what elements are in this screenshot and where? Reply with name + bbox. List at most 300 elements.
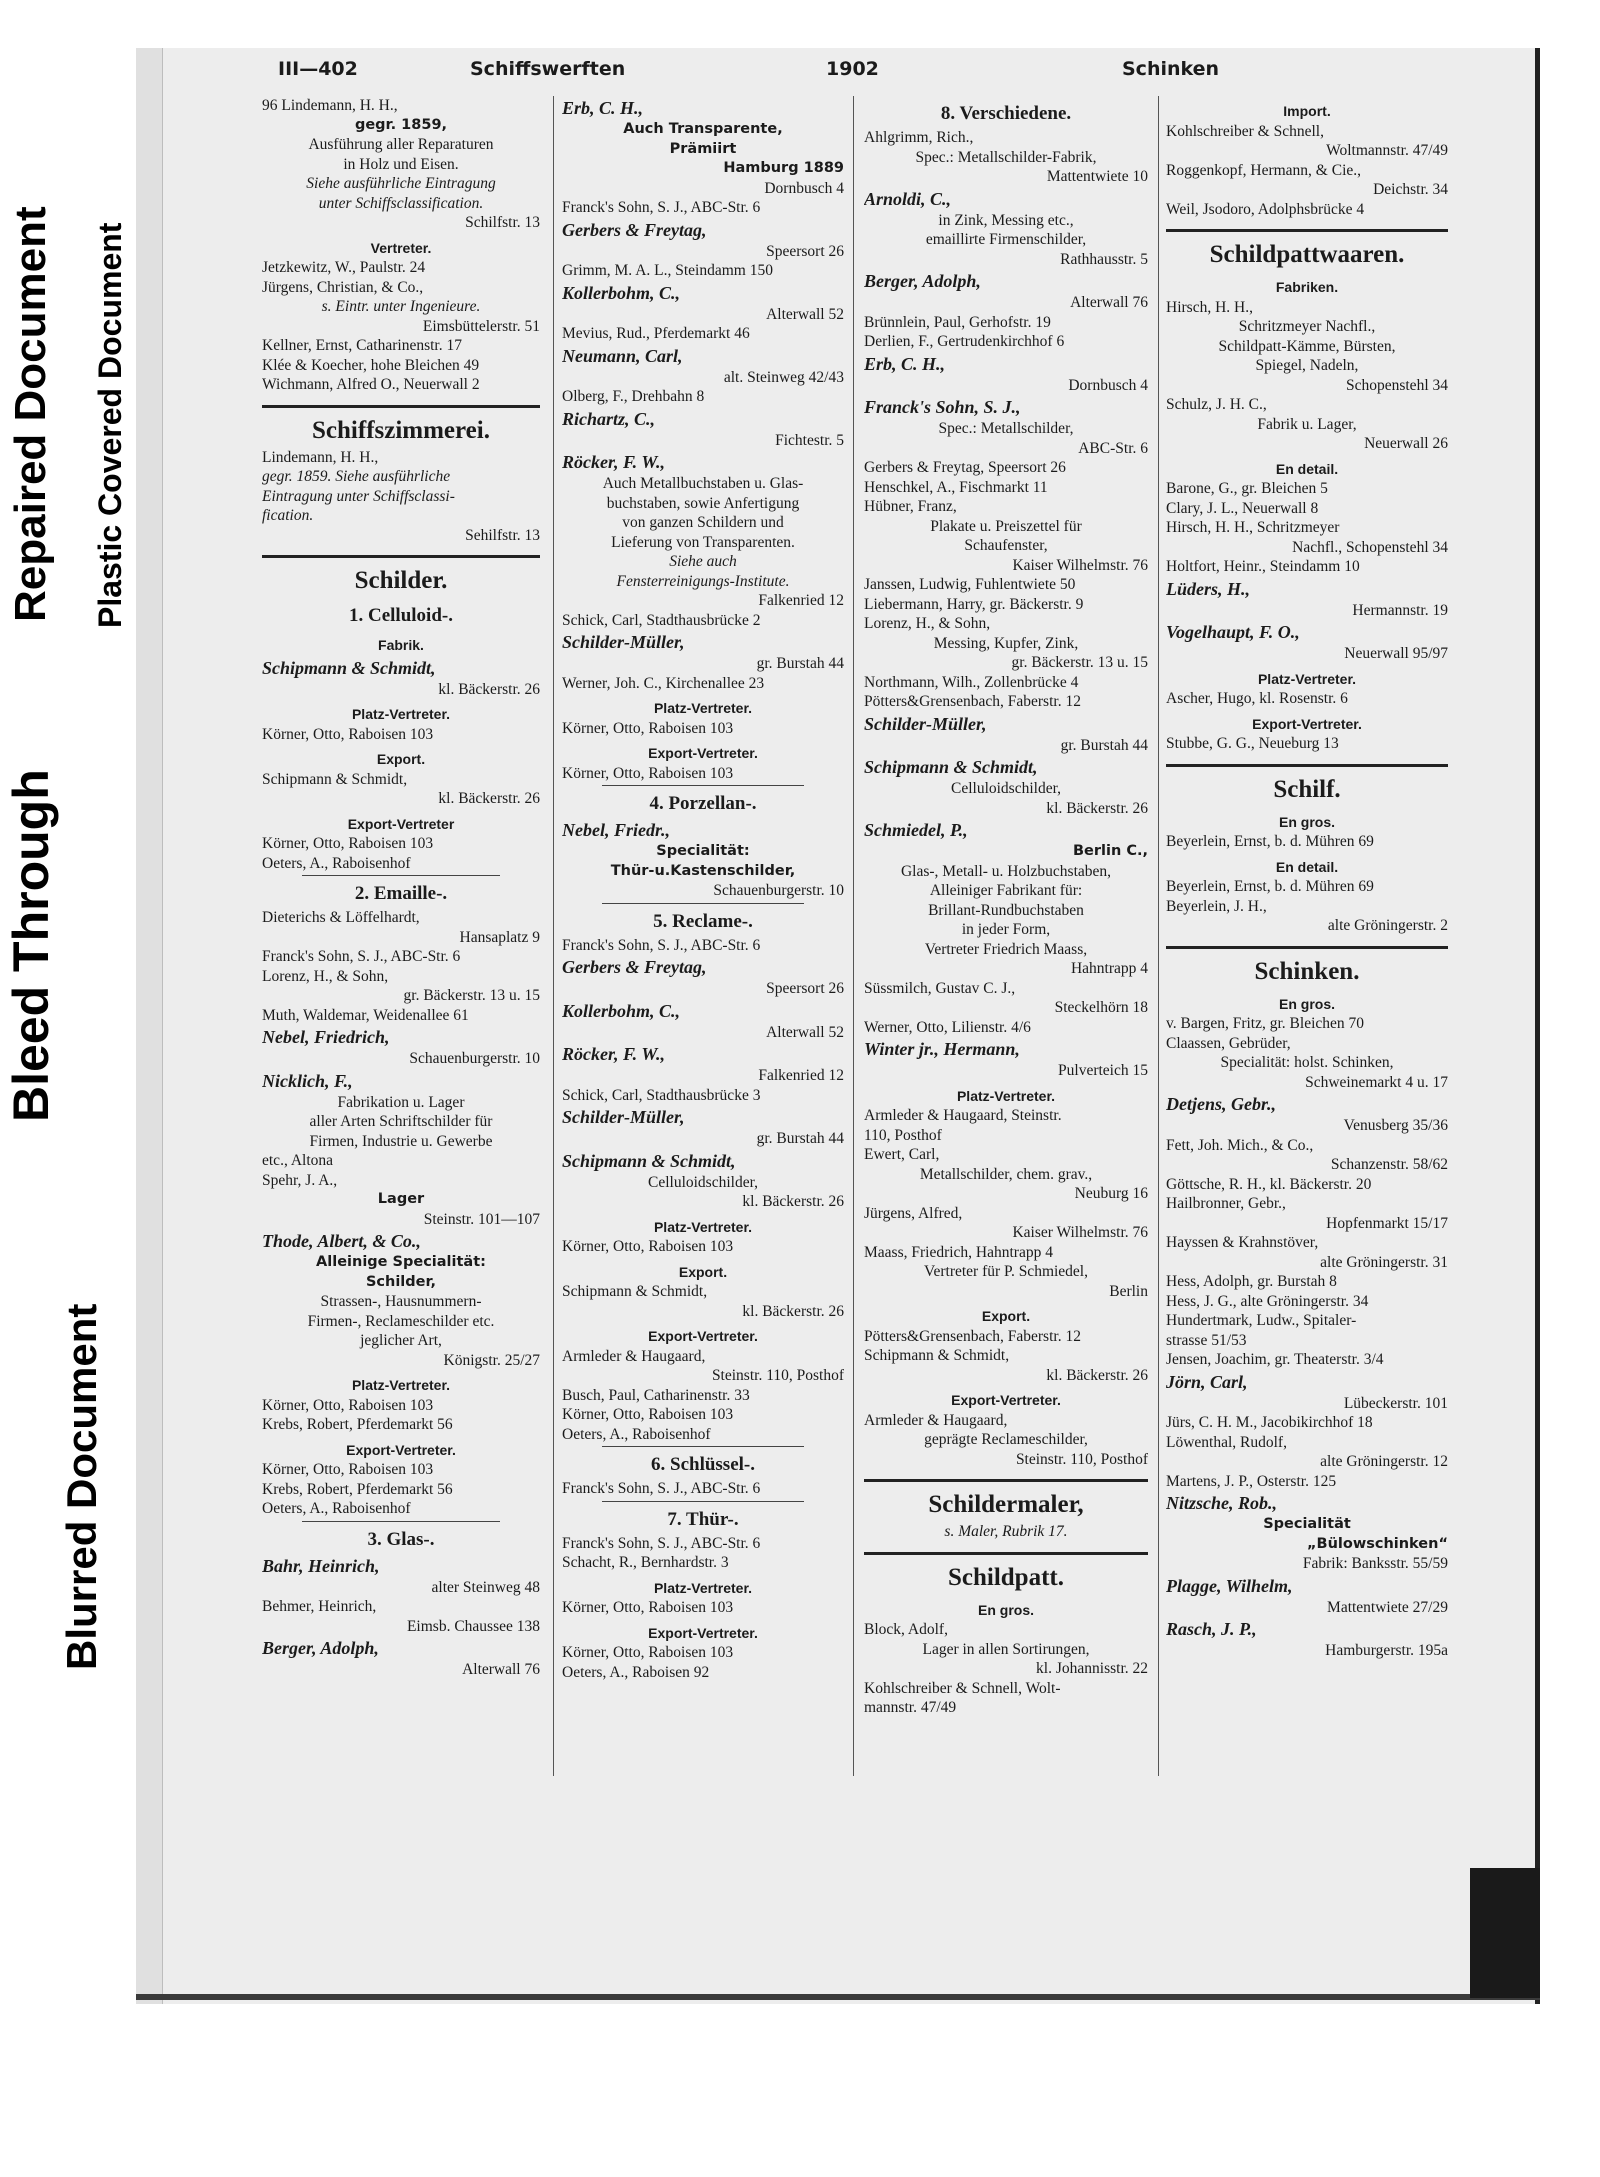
listing-line: mannstr. 47/49 xyxy=(864,1699,957,1716)
page-number: III—402 xyxy=(278,58,358,80)
listing-line: Plakate u. Preiszettel für xyxy=(930,517,1082,535)
listing-line: kl. Bäckerstr. 26 xyxy=(1046,1366,1148,1384)
listing-line: Lager in allen Sortirungen, xyxy=(922,1640,1090,1658)
header-right-keyword: Schinken xyxy=(1122,58,1220,80)
reference-note: Eintragung unter Schiffsclassi- xyxy=(262,487,455,505)
listing-line: kl. Bäckerstr. 26 xyxy=(1046,799,1148,817)
subsection-rule xyxy=(302,1521,500,1522)
listing-line: Pulverteich 15 xyxy=(1058,1062,1148,1079)
listing-line: gr. Burstah 44 xyxy=(1060,736,1148,754)
category-label: Export-Vertreter xyxy=(347,815,455,832)
listing-line: Pötters&Grensenbach, Faberstr. 12 xyxy=(864,693,1081,710)
listing-line: Schulz, J. H. C., xyxy=(1166,396,1267,413)
listing-line: Specialität: holst. Schinken, xyxy=(1220,1054,1394,1071)
listing-line: Janssen, Ludwig, Fuhlentwiete 50 xyxy=(864,576,1076,593)
listing-line: alter Steinweg 48 xyxy=(431,1578,540,1596)
label-repaired-document: Repaired Document xyxy=(6,206,55,622)
firm-name: Erb, C. H., xyxy=(864,353,946,374)
label-blurred-document: Blurred Document xyxy=(58,1303,105,1670)
firm-name: Gerbers & Freytag, xyxy=(562,219,707,240)
listing-line: Körner, Otto, Raboisen 103 xyxy=(562,719,734,737)
listing-line: Neuerwall 95/97 xyxy=(1344,645,1448,662)
listing-line: Fabrikation u. Lager xyxy=(337,1093,465,1111)
reference-note: gegr. 1859. Siehe ausführliche xyxy=(262,468,451,485)
listing-line: Hirsch, H. H., xyxy=(1166,298,1253,316)
listing-line: Armleder & Haugaard, xyxy=(562,1347,706,1365)
advert-line: Schilder, xyxy=(365,1273,437,1290)
listing-line: 110, Posthof xyxy=(864,1126,942,1144)
firm-name: Richartz, C., xyxy=(562,408,656,429)
listing-line: Alterwall 52 xyxy=(766,1023,844,1041)
advert-line: Specialität xyxy=(1263,1516,1351,1532)
header-year: 1902 xyxy=(826,58,879,80)
advert-line: „Bülowschinken“ xyxy=(1306,1535,1448,1552)
column-4 xyxy=(1166,96,1448,1661)
listing-line: Alterwall 76 xyxy=(462,1661,540,1678)
listing-line: Block, Adolf, xyxy=(864,1621,948,1638)
listing-line: Berlin xyxy=(1109,1282,1148,1300)
category-label: Export. xyxy=(678,1263,728,1280)
listing-line: Schritzmeyer Nachfl., xyxy=(1238,318,1376,335)
listing-line: Beyerlein, Ernst, b. d. Mühren 69 xyxy=(1166,878,1374,895)
listing-line: Schweinemarkt 4 u. 17 xyxy=(1305,1073,1448,1091)
firm-name: Kollerbohm, C., xyxy=(562,282,681,303)
listing-line: Pötters&Grensenbach, Faberstr. 12 xyxy=(864,1327,1081,1345)
listing-line: v. Bargen, Fritz, gr. Bleichen 70 xyxy=(1166,1015,1365,1032)
firm-name: Schilder-Müller, xyxy=(562,632,685,652)
firm-name: Berger, Adolph, xyxy=(262,1638,379,1658)
listing-line: Franck's Sohn, S. J., ABC-Str. 6 xyxy=(562,936,761,954)
subsection-rule xyxy=(602,1446,804,1447)
advert-line: Hamburg 1889 xyxy=(723,160,844,176)
subsection-rule xyxy=(602,903,804,904)
listing-line: Hermannstr. 19 xyxy=(1352,601,1448,619)
listing-line: Hess, J. G., alte Gröningerstr. 34 xyxy=(1166,1292,1369,1310)
listing-line: Nachfl., Schopenstehl 34 xyxy=(1292,538,1448,556)
listing-line: gr. Burstah 44 xyxy=(756,655,844,672)
firm-name: Nebel, Friedr., xyxy=(562,820,670,840)
listing-line: jeglicher Art, xyxy=(360,1332,442,1349)
listing-line: Werner, Otto, Lilienstr. 4/6 xyxy=(864,1018,1031,1036)
listing-line: Muth, Waldemar, Weidenallee 61 xyxy=(262,1006,469,1024)
listing-line: Alterwall 76 xyxy=(1070,294,1148,311)
reference-note: Siehe ausführliche Eintragung xyxy=(306,175,496,192)
listing-line: Spiegel, Nadeln, xyxy=(1255,357,1359,374)
listing-line: Schick, Carl, Stadthausbrücke 2 xyxy=(562,611,761,629)
listing-line: 96 Lindemann, H. H., xyxy=(262,97,398,114)
section-heading: Schildpatt. xyxy=(947,1563,1064,1591)
category-label: Export-Vertreter. xyxy=(951,1392,1061,1408)
listing-line: Körner, Otto, Raboisen 103 xyxy=(262,725,434,743)
listing-line: Spehr, J. A., xyxy=(262,1171,338,1189)
listing-line: Schildpatt-Kämme, Bürsten, xyxy=(1218,337,1396,355)
listing-line: Jürgens, Christian, & Co., xyxy=(262,278,424,296)
firm-name: Schipmann & Schmidt, xyxy=(562,1150,736,1171)
listing-line: kl. Bäckerstr. 26 xyxy=(438,790,540,807)
advert-line: Lager xyxy=(377,1191,425,1207)
listing-line: alte Gröningerstr. 12 xyxy=(1320,1453,1448,1470)
listing-line: Hübner, Franz, xyxy=(864,498,957,515)
listing-line: Schauenburgerstr. 10 xyxy=(409,1050,540,1067)
category-label: Platz-Vertreter. xyxy=(653,700,753,716)
listing-line: Göttsche, R. H., kl. Bäckerstr. 20 xyxy=(1166,1175,1372,1193)
listing-line: Hansaplatz 9 xyxy=(459,928,540,946)
listing-line: Fabrik: Banksstr. 55/59 xyxy=(1302,1555,1448,1572)
label-bleed-through: Bleed Through xyxy=(3,769,59,1122)
listing-line: Hundertmark, Ludw., Spitaler- xyxy=(1166,1312,1357,1329)
column-1 xyxy=(262,96,540,1680)
firm-name: Schilder-Müller, xyxy=(562,1107,685,1127)
firm-name: Vogelhaupt, F. O., xyxy=(1166,622,1300,642)
listing-line: gr. Burstah 44 xyxy=(756,1130,844,1147)
category-label: En detail. xyxy=(1275,460,1339,477)
subsection-heading: 8. Verschiedene. xyxy=(940,103,1072,124)
reference-note: Fensterreinigungs-Institute. xyxy=(616,572,790,590)
listing-line: Werner, Joh. C., Kirchenallee 23 xyxy=(562,674,765,692)
listing-line: Hahntrapp 4 xyxy=(1070,960,1148,977)
listing-line: Kaiser Wilhelmstr. 76 xyxy=(1012,556,1148,574)
listing-line: Klée & Koecher, hohe Bleichen 49 xyxy=(262,356,480,374)
column-separator xyxy=(853,96,854,1776)
firm-name: Gerbers & Freytag, xyxy=(562,957,707,977)
section-heading: Schinken. xyxy=(1254,957,1360,985)
subsection-rule xyxy=(302,875,500,876)
listing-line: in jeder Form, xyxy=(961,921,1051,938)
firm-name: Nebel, Friedrich, xyxy=(262,1027,390,1047)
listing-line: von ganzen Schildern und xyxy=(622,514,784,531)
listing-line: Steinstr. 101—107 xyxy=(423,1210,540,1228)
listing-line: Dieterichs & Löffelhardt, xyxy=(262,909,420,926)
category-label: Export-Vertreter. xyxy=(1252,715,1362,732)
listing-line: Franck's Sohn, S. J., ABC-Str. 6 xyxy=(562,199,761,216)
category-label: Fabriken. xyxy=(1275,279,1339,295)
section-heading: Schilder. xyxy=(354,567,448,594)
listing-line: Deichstr. 34 xyxy=(1373,181,1448,198)
column-separator xyxy=(553,96,554,1776)
listing-line: Mevius, Rud., Pferdemarkt 46 xyxy=(562,325,750,342)
reference-note: s. Maler, Rubrik 17. xyxy=(944,1523,1068,1540)
listing-line: Oeters, A., Raboisenhof xyxy=(262,1500,411,1517)
listing-line: Ahlgrimm, Rich., xyxy=(864,129,974,146)
listing-line: Eimsb. Chaussee 138 xyxy=(406,1617,540,1635)
advert-line: Alleinige Specialität: xyxy=(316,1254,486,1270)
firm-name: Bahr, Heinrich, xyxy=(262,1555,380,1576)
listing-line: kl. Bäckerstr. 26 xyxy=(742,1193,844,1210)
listing-line: Alterwall 52 xyxy=(766,305,844,323)
category-label: Platz-Vertreter. xyxy=(653,1218,753,1235)
category-label: Vertreter. xyxy=(370,239,432,256)
listing-line: Körner, Otto, Raboisen 103 xyxy=(262,835,434,852)
listing-line: emaillirte Firmenschilder, xyxy=(925,231,1087,248)
listing-line: alte Gröningerstr. 2 xyxy=(1327,917,1448,934)
category-label: En detail. xyxy=(1275,858,1339,875)
page-right-edge xyxy=(1535,48,1540,2004)
section-rule xyxy=(864,1479,1148,1482)
section-heading: Schildpattwaaren. xyxy=(1209,241,1405,268)
listing-line: Busch, Paul, Catharinenstr. 33 xyxy=(562,1386,750,1404)
listing-line: Steinstr. 110, Posthof xyxy=(711,1367,844,1384)
firm-name: Röcker, F. W., xyxy=(562,452,666,472)
listing-line: Hailbronner, Gebr., xyxy=(1166,1195,1286,1212)
listing-line: Messing, Kupfer, Zink, xyxy=(933,634,1079,652)
side-labels xyxy=(0,0,140,1700)
listing-line: Körner, Otto, Raboisen 103 xyxy=(262,1396,434,1414)
listing-line: Sehilfstr. 13 xyxy=(465,526,540,544)
listing-line: Körner, Otto, Raboisen 103 xyxy=(562,1406,734,1423)
subsection-rule xyxy=(602,785,804,786)
listing-line: Beyerlein, J. H., xyxy=(1166,897,1267,915)
listing-line: Olberg, F., Drehbahn 8 xyxy=(562,388,705,405)
listing-line: Schanzenstr. 58/62 xyxy=(1330,1156,1448,1173)
listing-line: Speersort 26 xyxy=(766,242,844,260)
listing-line: Liebermann, Harry, gr. Bäckerstr. 9 xyxy=(864,595,1084,613)
category-label: Export-Vertreter. xyxy=(648,1328,758,1344)
listing-line: Neuerwall 26 xyxy=(1364,435,1448,452)
listing-line: Vertreter Friedrich Maass, xyxy=(924,940,1088,958)
listing-line: Körner, Otto, Raboisen 103 xyxy=(562,1599,734,1616)
listing-line: Franck's Sohn, S. J., ABC-Str. 6 xyxy=(262,948,461,965)
firm-name: Plagge, Wilhelm, xyxy=(1166,1575,1293,1596)
firm-name: Erb, C. H., xyxy=(562,98,644,118)
listing-line: Oeters, A., Raboisenhof xyxy=(262,854,411,872)
listing-line: Franck's Sohn, S. J., ABC-Str. 6 xyxy=(562,1480,761,1497)
listing-line: Schaufenster, xyxy=(964,537,1048,554)
listing-line: Königstr. 25/27 xyxy=(443,1351,540,1369)
listing-line: Northmann, Wilh., Zollenbrücke 4 xyxy=(864,673,1079,691)
firm-name: Rasch, J. P., xyxy=(1166,1619,1257,1639)
column-2 xyxy=(562,96,844,1682)
listing-line: aller Arten Schriftschilder für xyxy=(309,1113,493,1130)
listing-line: Roggenkopf, Hermann, & Cie., xyxy=(1166,161,1362,179)
firm-name: Röcker, F. W., xyxy=(562,1044,666,1064)
subsection-rule xyxy=(602,1501,804,1502)
listing-line: Celluloidschilder, xyxy=(950,780,1061,797)
listing-line: Steinstr. 110, Posthof xyxy=(1015,1450,1148,1468)
listing-line: Löwenthal, Rudolf, xyxy=(1166,1433,1287,1451)
listing-line: Falkenried 12 xyxy=(758,1067,844,1084)
listing-line: Lorenz, H., & Sohn, xyxy=(864,615,991,632)
listing-line: etc., Altona xyxy=(262,1152,334,1169)
listing-line: Süssmilch, Gustav C. J., xyxy=(864,979,1016,997)
section-rule xyxy=(1166,229,1448,232)
category-label: Platz-Vertreter. xyxy=(653,1579,753,1596)
listing-line: Schilfstr. 13 xyxy=(465,214,540,231)
listing-line: Kohlschreiber & Schnell, Wolt- xyxy=(864,1679,1061,1697)
listing-line: Schick, Carl, Stadthausbrücke 3 xyxy=(562,1086,761,1104)
reference-note: fication. xyxy=(262,507,314,524)
listing-line: alte Gröningerstr. 31 xyxy=(1320,1253,1448,1271)
firm-name: Franck's Sohn, S. J., xyxy=(864,397,1021,417)
listing-line: Ewert, Carl, xyxy=(864,1146,940,1163)
listing-line: Körner, Otto, Raboisen 103 xyxy=(262,1461,434,1478)
section-rule xyxy=(262,555,540,558)
header-left-keyword: Schiffswerften xyxy=(470,58,626,80)
firm-name: Arnoldi, C., xyxy=(864,188,952,209)
firm-name: Schmiedel, P., xyxy=(864,820,968,840)
listing-line: Schipmann & Schmidt, xyxy=(864,1347,1010,1364)
listing-line: Woltmannstr. 47/49 xyxy=(1326,142,1448,159)
listing-line: Lindemann, H. H., xyxy=(262,448,379,466)
listing-line: alt. Steinweg 42/43 xyxy=(723,368,844,386)
column-separator xyxy=(1158,96,1159,1776)
label-plastic-covered-document: Plastic Covered Document xyxy=(92,222,128,628)
listing-line: geprägte Reclameschilder, xyxy=(924,1431,1088,1448)
page-binding-shadow xyxy=(136,48,163,2004)
category-label: Export. xyxy=(376,751,426,767)
firm-name: Thode, Albert, & Co., xyxy=(262,1231,421,1251)
listing-line: Claassen, Gebrüder, xyxy=(1166,1034,1291,1052)
scan-artifact xyxy=(1470,1868,1540,1998)
advert-line: Thür-u.Kastenschilder, xyxy=(610,862,796,879)
listing-line: Franck's Sohn, S. J., ABC-Str. 6 xyxy=(562,1534,761,1552)
listing-line: kl. Bäckerstr. 26 xyxy=(438,680,540,698)
listing-line: Mattentwiete 10 xyxy=(1046,168,1148,185)
listing-line: Behmer, Heinrich, xyxy=(262,1598,377,1615)
firm-name: Schipmann & Schmidt, xyxy=(262,657,436,678)
listing-line: Alleiniger Fabrikant für: xyxy=(929,882,1083,899)
listing-line: Fett, Joh. Mich., & Co., xyxy=(1166,1136,1314,1154)
listing-line: Spec.: Metallschilder-Fabrik, xyxy=(915,148,1097,166)
listing-line: Schipmann & Schmidt, xyxy=(262,770,408,788)
listing-line: Neuburg 16 xyxy=(1074,1185,1148,1202)
listing-line: Beyerlein, Ernst, b. d. Mühren 69 xyxy=(1166,833,1374,850)
listing-line: Schopenstehl 34 xyxy=(1345,376,1448,394)
firm-name: Neumann, Carl, xyxy=(562,345,683,366)
section-heading: Schiffszimmerei. xyxy=(312,416,490,444)
firm-name: Kollerbohm, C., xyxy=(562,1000,681,1021)
listing-line: Lorenz, H., & Sohn, xyxy=(262,967,389,985)
listing-line: Lieferung von Transparenten. xyxy=(611,533,795,551)
reference-note: unter Schiffsclassification. xyxy=(318,194,484,212)
subsection-heading: 2. Emaille-. xyxy=(354,883,448,904)
category-label: Fabrik. xyxy=(378,637,424,653)
page-header xyxy=(270,58,1220,88)
listing-line: Holtfort, Heinr., Steindamm 10 xyxy=(1166,558,1360,575)
category-label: Export. xyxy=(981,1308,1031,1324)
category-label: Platz-Vertreter. xyxy=(1257,670,1357,687)
firm-name: Winter jr., Hermann, xyxy=(864,1039,1020,1059)
listing-line: Wichmann, Alfred O., Neuerwall 2 xyxy=(262,376,480,393)
category-label: Platz-Vertreter. xyxy=(351,706,451,722)
category-label: Export-Vertreter. xyxy=(648,745,758,761)
listing-line: Barone, G., gr. Bleichen 5 xyxy=(1166,480,1328,497)
listing-line: Krebs, Robert, Pferdemarkt 56 xyxy=(262,1480,453,1498)
firm-name: Jörn, Carl, xyxy=(1166,1371,1248,1392)
listing-line: Celluloidschilder, xyxy=(647,1173,758,1191)
listing-line: Martens, J. P., Osterstr. 125 xyxy=(1166,1472,1337,1490)
advert-line: Prämiirt xyxy=(669,140,737,157)
listing-line: Stubbe, G. G., Neueburg 13 xyxy=(1166,735,1339,752)
listing-line: Lübeckerstr. 101 xyxy=(1343,1394,1448,1412)
listing-line: Jetzkewitz, W., Paulstr. 24 xyxy=(262,259,426,276)
listing-line: Hopfenmarkt 15/17 xyxy=(1326,1214,1448,1232)
listing-line: Firmen-, Reclameschilder etc. xyxy=(307,1312,495,1330)
listing-line: Spec.: Metallschilder, xyxy=(938,420,1074,437)
section-rule xyxy=(1166,764,1448,767)
listing-line: Steckelhörn 18 xyxy=(1054,999,1148,1016)
listing-line: Schipmann & Schmidt, xyxy=(562,1283,708,1300)
firm-name: Berger, Adolph, xyxy=(864,271,981,291)
subsection-heading: 6. Schlüssel-. xyxy=(651,1454,755,1475)
category-label: Platz-Vertreter. xyxy=(956,1087,1056,1104)
listing-line: Dornbusch 4 xyxy=(764,179,844,197)
subsection-heading: 3. Glas-. xyxy=(367,1528,435,1550)
listing-line: Schacht, R., Bernhardstr. 3 xyxy=(562,1554,729,1571)
firm-name: Schipmann & Schmidt, xyxy=(864,757,1038,777)
listing-line: kl. Bäckerstr. 26 xyxy=(742,1302,844,1320)
advert-line: gegr. 1859, xyxy=(354,116,448,133)
firm-name: Nitzsche, Rob., xyxy=(1166,1493,1278,1513)
category-label: En gros. xyxy=(1278,813,1335,830)
listing-line: Körner, Otto, Raboisen 103 xyxy=(562,1238,734,1255)
listing-line: ABC-Str. 6 xyxy=(1078,439,1148,457)
firm-name: Lüders, H., xyxy=(1166,578,1251,599)
listing-line: Rathhausstr. 5 xyxy=(1060,250,1148,268)
listing-line: in Holz und Eisen. xyxy=(343,155,459,173)
listing-line: Oeters, A., Raboisen 92 xyxy=(562,1663,710,1681)
reference-note: s. Eintr. unter Ingenieure. xyxy=(321,298,481,315)
listing-line: Henschkel, A., Fischmarkt 11 xyxy=(864,478,1048,496)
listing-line: Jensen, Joachim, gr. Theaterstr. 3/4 xyxy=(1166,1351,1384,1368)
firm-name: Schilder-Müller, xyxy=(864,713,987,734)
listing-line: Kellner, Ernst, Catharinenstr. 17 xyxy=(262,337,462,354)
listing-line: Oeters, A., Raboisenhof xyxy=(562,1425,711,1443)
listing-line: Körner, Otto, Raboisen 103 xyxy=(562,764,734,782)
listing-line: Fichtestr. 5 xyxy=(775,431,844,449)
advert-line: Auch Transparente, xyxy=(623,121,783,137)
listing-line: Venusberg 35/36 xyxy=(1343,1117,1448,1134)
listing-line: Hamburgerstr. 195a xyxy=(1325,1642,1448,1659)
subsection-heading: 7. Thür-. xyxy=(667,1508,739,1530)
listing-line: Brünnlein, Paul, Gerhofstr. 19 xyxy=(864,313,1051,331)
listing-line: gr. Bäckerstr. 13 u. 15 xyxy=(1011,654,1148,671)
category-label: Export-Vertreter. xyxy=(648,1624,758,1641)
listing-line: Dornbusch 4 xyxy=(1068,376,1148,394)
listing-line: Weil, Jsodoro, Adolphsbrücke 4 xyxy=(1166,200,1365,218)
listing-line: Kohlschreiber & Schnell, xyxy=(1166,122,1324,140)
listing-line: Armleder & Haugaard, xyxy=(864,1411,1008,1429)
category-label: Export-Vertreter. xyxy=(346,1441,456,1458)
listing-line: Fabrik u. Lager, xyxy=(1257,415,1357,433)
listing-line: in Zink, Messing etc., xyxy=(938,211,1074,229)
listing-line: Metallschilder, chem. grav., xyxy=(919,1165,1093,1183)
listing-line: Derlien, F., Gertrudenkirchhof 6 xyxy=(864,333,1065,350)
listing-line: Grimm, M. A. L., Steindamm 150 xyxy=(562,262,773,279)
listing-line: Vertreter für P. Schmiedel, xyxy=(924,1263,1088,1280)
category-label: Platz-Vertreter. xyxy=(351,1377,451,1393)
advert-line: Specialität: xyxy=(656,843,750,859)
listing-line: strasse 51/53 xyxy=(1166,1331,1247,1349)
listing-line: gr. Bäckerstr. 13 u. 15 xyxy=(403,987,540,1004)
subsection-heading: 4. Porzellan-. xyxy=(649,793,757,814)
category-label: En gros. xyxy=(1278,995,1335,1012)
listing-line: Ausführung aller Reparaturen xyxy=(308,136,494,153)
listing-line: kl. Johannisstr. 22 xyxy=(1036,1660,1148,1677)
listing-line: Hess, Adolph, gr. Burstah 8 xyxy=(1166,1273,1337,1290)
page-bottom-edge xyxy=(136,1994,1540,2000)
reference-note: Siehe auch xyxy=(669,553,737,570)
listing-line: Brillant-Rundbuchstaben xyxy=(928,901,1084,919)
listing-line: Armleder & Haugaard, Steinstr. xyxy=(864,1107,1062,1124)
column-3 xyxy=(864,96,1148,1718)
section-heading: Schilf. xyxy=(1273,775,1341,803)
listing-line: Jürs, C. H. M., Jacobikirchhof 18 xyxy=(1166,1414,1373,1431)
listing-line: Firmen, Industrie u. Gewerbe xyxy=(309,1132,493,1150)
subsection-heading: 5. Reclame-. xyxy=(653,910,753,932)
section-rule xyxy=(864,1552,1148,1555)
listing-line: Jürgens, Alfred, xyxy=(864,1204,963,1222)
category-label: Import. xyxy=(1283,103,1331,119)
